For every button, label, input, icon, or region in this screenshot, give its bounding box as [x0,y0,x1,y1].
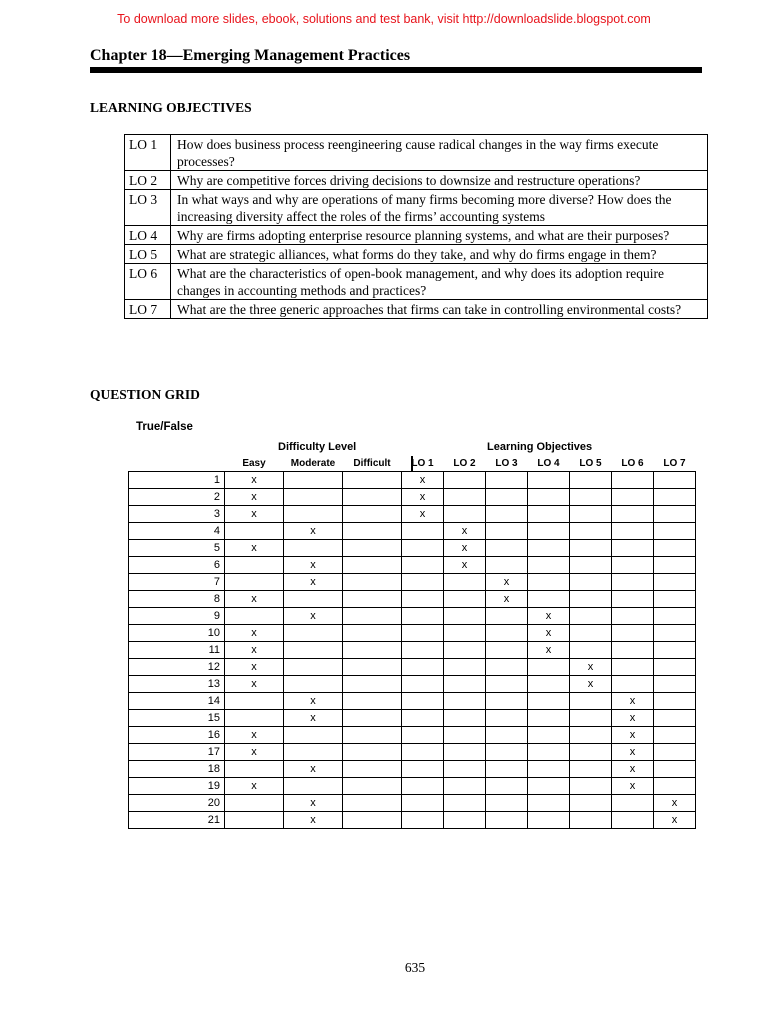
grid-mark: x [654,795,696,812]
grid-mark: x [225,642,284,659]
grid-cell [284,472,343,489]
grid-cell [486,608,528,625]
learning-objective-row [125,171,708,190]
grid-cell [612,625,654,642]
grid-column-header: LO 5 [579,458,602,469]
grid-row [129,744,696,761]
grid-row [129,625,696,642]
grid-cell [343,642,402,659]
grid-cell [654,778,696,795]
lo-description: What are the three generic approaches that firms can take in controlling environmental costs? [171,300,708,319]
lo-code: LO 2 [125,171,171,190]
question-number: 21 [129,812,225,829]
grid-cell [225,557,284,574]
question-number: 10 [129,625,225,642]
grid-cell [402,812,444,829]
question-number: 20 [129,795,225,812]
grid-cell [284,591,343,608]
grid-cell [402,557,444,574]
grid-cell [528,574,570,591]
grid-cell [612,812,654,829]
grid-cell [284,727,343,744]
grid-mark: x [225,489,284,506]
question-number: 1 [129,472,225,489]
learning-objectives-table [124,134,708,319]
learning-objective-row [125,226,708,245]
grid-cell [343,795,402,812]
grid-cell [570,812,612,829]
grid-cell [284,540,343,557]
grid-row [129,778,696,795]
question-number: 8 [129,591,225,608]
grid-cell [528,506,570,523]
grid-cell [402,710,444,727]
lo-code: LO 4 [125,226,171,245]
grid-cell [486,472,528,489]
grid-mark: x [612,761,654,778]
grid-column-header: LO 6 [621,458,644,469]
grid-cell [486,727,528,744]
grid-row [129,591,696,608]
grid-mark: x [225,625,284,642]
grid-mark: x [528,625,570,642]
grid-row [129,540,696,557]
grid-cell [402,574,444,591]
grid-cell [570,608,612,625]
grid-mark: x [444,523,486,540]
grid-cell [612,659,654,676]
grid-cell [570,591,612,608]
question-number: 7 [129,574,225,591]
grid-cell [654,523,696,540]
grid-cell [343,608,402,625]
grid-cell [528,693,570,710]
grid-mark: x [284,795,343,812]
grid-mark: x [225,778,284,795]
grid-cell [486,489,528,506]
grid-cell [654,727,696,744]
grid-row [129,574,696,591]
grid-cell [528,727,570,744]
grid-cell [343,523,402,540]
grid-cell [444,608,486,625]
lo-code: LO 3 [125,190,171,226]
grid-cell [225,795,284,812]
grid-mark: x [612,693,654,710]
grid-cell [570,472,612,489]
grid-cell [402,608,444,625]
grid-mark: x [570,676,612,693]
question-number: 11 [129,642,225,659]
grid-cell [402,659,444,676]
grid-cell [612,574,654,591]
grid-cell [654,744,696,761]
grid-mark: x [486,591,528,608]
grid-cell [225,693,284,710]
question-number: 2 [129,489,225,506]
learning-objective-row [125,135,708,171]
grid-cell [444,642,486,659]
grid-cell [654,693,696,710]
grid-cell [402,676,444,693]
grid-row [129,676,696,693]
grid-mark: x [225,540,284,557]
grid-cell [444,574,486,591]
grid-cell [654,625,696,642]
grid-mark: x [486,574,528,591]
question-number: 3 [129,506,225,523]
grid-row [129,642,696,659]
grid-cell [343,506,402,523]
grid-cell [444,727,486,744]
grid-cell [486,642,528,659]
grid-mark: x [225,472,284,489]
lo-code: LO 5 [125,245,171,264]
grid-cell [343,727,402,744]
grid-cell [343,472,402,489]
question-grid-heading: QUESTION GRID [90,387,200,402]
grid-cell [444,591,486,608]
grid-cell [570,778,612,795]
grid-mark: x [612,778,654,795]
grid-cell [654,676,696,693]
grid-cell [570,744,612,761]
grid-mark: x [225,506,284,523]
grid-cell [486,710,528,727]
grid-cell [284,642,343,659]
grid-cell [343,812,402,829]
grid-cell [528,523,570,540]
grid-cell [528,778,570,795]
grid-row [129,472,696,489]
grid-mark: x [284,557,343,574]
lo-description: What are the characteristics of open-book management, and why does its adoption require changes in accounting methods and practices? [171,264,708,300]
grid-cell [528,676,570,693]
grid-cell [444,795,486,812]
grid-cell [612,472,654,489]
grid-cell [570,761,612,778]
grid-mark: x [284,574,343,591]
grid-cell [444,778,486,795]
grid-mark: x [284,608,343,625]
grid-row [129,812,696,829]
grid-cell [528,540,570,557]
lo-description: What are strategic alliances, what forms do they take, and why do firms engage in them? [171,245,708,264]
grid-cell [343,591,402,608]
true-false-label: True/False [136,421,193,433]
grid-cell [444,472,486,489]
grid-column-header: LO 7 [663,458,686,469]
question-grid-table [128,456,696,829]
grid-cell [528,812,570,829]
grid-cell [444,710,486,727]
grid-cell [343,574,402,591]
grid-row [129,659,696,676]
grid-mark: x [444,540,486,557]
grid-cell [444,659,486,676]
grid-mark: x [570,659,612,676]
grid-row [129,557,696,574]
grid-cell [343,625,402,642]
grid-mark: x [284,693,343,710]
grid-mark: x [528,608,570,625]
grid-row [129,795,696,812]
grid-cell [486,506,528,523]
grid-cell [570,540,612,557]
grid-mark: x [225,727,284,744]
question-number: 14 [129,693,225,710]
grid-mark: x [612,710,654,727]
grid-cell [402,540,444,557]
grid-cell [225,812,284,829]
question-number: 5 [129,540,225,557]
lo-description: Why are firms adopting enterprise resource planning systems, and what are their purposes? [171,226,708,245]
grid-cell [225,523,284,540]
grid-cell [284,489,343,506]
grid-cell [570,574,612,591]
grid-cell [444,489,486,506]
grid-cell [402,523,444,540]
grid-row [129,506,696,523]
grid-cell [612,506,654,523]
grid-cell [654,506,696,523]
grid-cell [654,574,696,591]
grid-row [129,710,696,727]
question-number: 17 [129,744,225,761]
grid-cell [486,778,528,795]
grid-cell [486,693,528,710]
grid-cell [654,591,696,608]
grid-row [129,727,696,744]
grid-cell [486,523,528,540]
grid-cell [343,540,402,557]
grid-cell [612,523,654,540]
grid-cell [343,676,402,693]
grid-cell [486,625,528,642]
grid-cell [570,523,612,540]
grid-row [129,761,696,778]
grid-mark: x [225,744,284,761]
grid-mark: x [612,744,654,761]
grid-mark: x [528,642,570,659]
grid-cell [654,557,696,574]
grid-cell [654,761,696,778]
grid-mark: x [402,489,444,506]
grid-cell [570,557,612,574]
grid-cell [444,506,486,523]
question-number: 6 [129,557,225,574]
grid-cell [486,540,528,557]
grid-cell [225,710,284,727]
question-number: 16 [129,727,225,744]
grid-cell [284,625,343,642]
grid-cell [343,710,402,727]
grid-cell [528,744,570,761]
grid-cell [486,795,528,812]
grid-column-header: LO 2 [453,458,476,469]
grid-cell [402,727,444,744]
grid-cell [402,795,444,812]
grid-cell [528,591,570,608]
grid-cell [570,710,612,727]
grid-cell [402,778,444,795]
grid-cell [402,625,444,642]
grid-row [129,608,696,625]
question-number: 19 [129,778,225,795]
grid-cell [402,642,444,659]
grid-cell [343,778,402,795]
learning-objective-row [125,245,708,264]
grid-cell [570,693,612,710]
grid-cell [343,557,402,574]
grid-column-header: Moderate [290,458,336,469]
grid-cell [612,489,654,506]
grid-mark: x [284,812,343,829]
grid-mark: x [284,761,343,778]
grid-column-header: LO 3 [495,458,518,469]
grid-cell [402,744,444,761]
grid-cell [612,795,654,812]
grid-cell [486,761,528,778]
learning-objective-row [125,300,708,319]
grid-cell [284,744,343,761]
grid-cell [225,761,284,778]
grid-cell [343,659,402,676]
grid-mark: x [225,659,284,676]
grid-column-header: LO 4 [537,458,560,469]
lo-description: How does business process reengineering cause radical changes in the way firms execute processes? [171,135,708,171]
grid-mark: x [444,557,486,574]
grid-cell [444,744,486,761]
grid-cell [528,659,570,676]
grid-mark: x [225,591,284,608]
grid-cell [612,642,654,659]
grid-column-header: Difficult [353,458,391,469]
grid-cell [528,472,570,489]
grid-cell [486,744,528,761]
learning-objective-row [125,190,708,226]
grid-cell [654,710,696,727]
chapter-title: Chapter 18—Emerging Management Practices [90,47,411,64]
grid-cell [284,506,343,523]
grid-cell [570,506,612,523]
grid-cell [343,744,402,761]
question-number: 12 [129,659,225,676]
grid-cell [486,812,528,829]
grid-cell [612,557,654,574]
grid-cell [654,472,696,489]
grid-cell [612,540,654,557]
grid-cell [486,676,528,693]
grid-mark: x [225,676,284,693]
grid-cell [444,812,486,829]
grid-cell [570,795,612,812]
grid-cell [612,608,654,625]
grid-cell [570,489,612,506]
grid-mark: x [284,710,343,727]
grid-row [129,523,696,540]
grid-cell [225,608,284,625]
download-banner: To download more slides, ebook, solutions and test bank, visit http://downloadslide.blogspot.com [117,12,651,26]
grid-cell [570,625,612,642]
learning-objectives-group-label: Learning Objectives [487,441,593,453]
title-rule [90,67,702,73]
grid-header-blank [129,456,225,472]
grid-mark: x [402,472,444,489]
grid-cell [343,761,402,778]
grid-cell [444,676,486,693]
grid-cell [528,710,570,727]
grid-mark: x [654,812,696,829]
grid-cell [570,642,612,659]
grid-cell [402,591,444,608]
grid-cell [654,608,696,625]
grid-cell [284,676,343,693]
grid-cell [528,557,570,574]
grid-cell [654,642,696,659]
grid-cell [343,489,402,506]
grid-cell [284,659,343,676]
lo-code: LO 7 [125,300,171,319]
grid-cell [486,557,528,574]
grid-row [129,693,696,710]
learning-objectives-heading: LEARNING OBJECTIVES [90,100,252,115]
grid-cell [402,693,444,710]
grid-cell [612,591,654,608]
grid-cell [528,761,570,778]
grid-cell [225,574,284,591]
grid-cell [343,693,402,710]
question-number: 15 [129,710,225,727]
grid-cell [528,489,570,506]
grid-cell [444,693,486,710]
question-number: 9 [129,608,225,625]
grid-cell [570,727,612,744]
question-number: 4 [129,523,225,540]
grid-cell [654,489,696,506]
grid-mark: x [612,727,654,744]
grid-cell [444,761,486,778]
page-number: 635 [404,960,426,975]
grid-cell [402,761,444,778]
difficulty-level-label: Difficulty Level [278,441,357,453]
lo-description: Why are competitive forces driving decisions to downsize and restructure operations? [171,171,708,190]
question-number: 13 [129,676,225,693]
grid-cell [528,795,570,812]
lo-code: LO 6 [125,264,171,300]
grid-column-header: Easy [242,458,266,469]
grid-column-header: LO 1 [411,458,434,469]
grid-cell [654,659,696,676]
grid-row [129,489,696,506]
lo-code: LO 1 [125,135,171,171]
grid-cell [284,778,343,795]
grid-cell [486,659,528,676]
lo-description: In what ways and why are operations of many firms becoming more diverse? How does the increasing diversity affect the roles of the firms’ accounting systems [171,190,708,226]
grid-cell [654,540,696,557]
grid-mark: x [402,506,444,523]
learning-objective-row [125,264,708,300]
grid-cell [612,676,654,693]
grid-cell [444,625,486,642]
question-number: 18 [129,761,225,778]
grid-mark: x [284,523,343,540]
